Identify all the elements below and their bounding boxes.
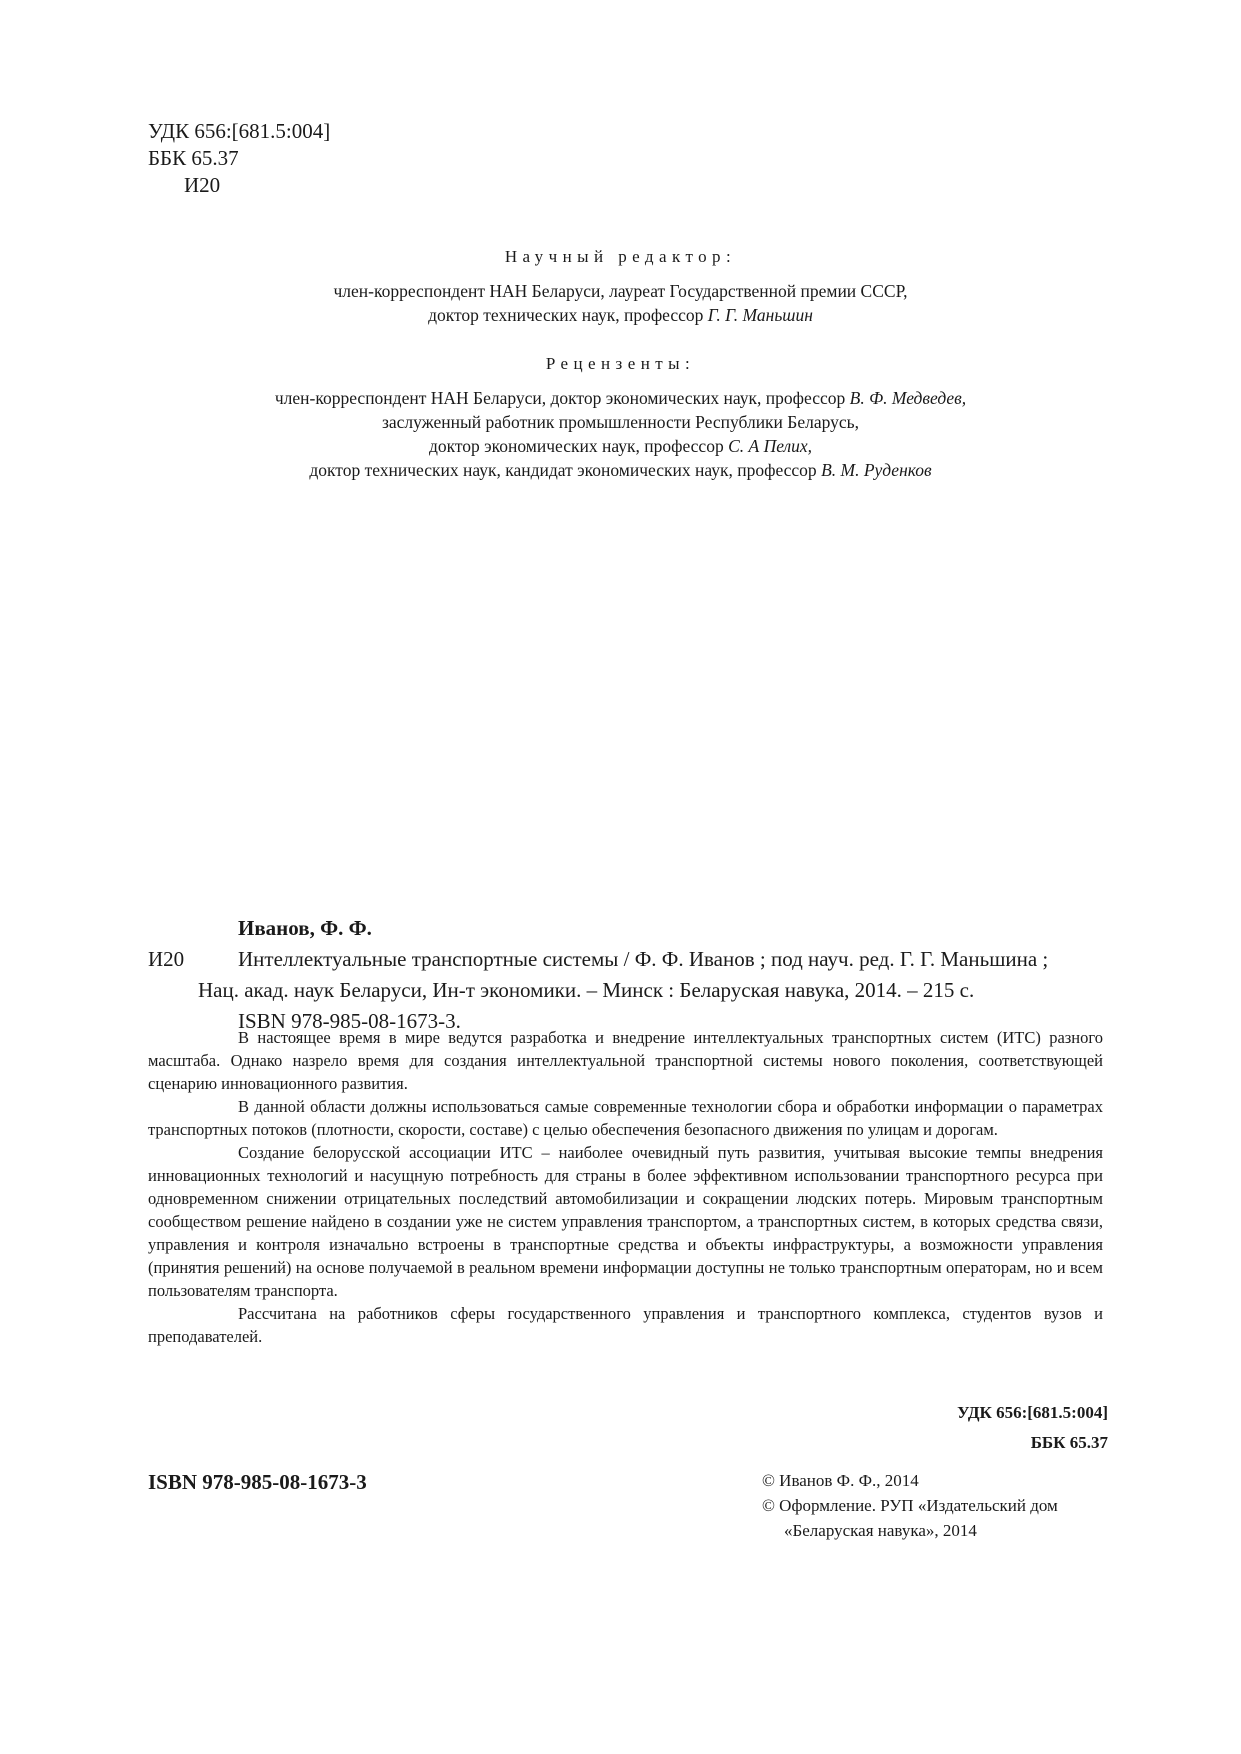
editor-heading: Научный редактор:: [504, 247, 737, 266]
annotation-paragraph-1: В настоящее время в мире ведутся разработка и внедрение интеллектуальных транспортных систем (ИТС) разного масштаба. Однако назрело время для создания интеллектуальной транспортной системы нового поколения, соответствующей сценарию инновационного развития.: [148, 1028, 1103, 1093]
bib-author: Иванов, Ф. Ф.: [238, 916, 372, 940]
reviewer-name-1: В. Ф. Медведев,: [849, 388, 967, 408]
reviewer-line-1-text: член-корреспондент НАН Беларуси, доктор экономических наук, профессор: [274, 388, 850, 408]
annotation-paragraph-4: Рассчитана на работников сферы государственного управления и транспортного комплекса, студентов вузов и преподавателей.: [148, 1304, 1103, 1346]
copyright-line-3: «Беларуская навука», 2014: [784, 1521, 977, 1540]
bib-code: И20: [148, 947, 185, 971]
reviewer-line-1: [150, 386, 1091, 410]
bbk-code: ББК 65.37: [148, 146, 239, 170]
editor-line-2-text: доктор технических наук, профессор: [428, 305, 708, 325]
isbn-number: ISBN 978-985-08-1673-3: [148, 1470, 367, 1494]
reviewer-line-4-text: доктор технических наук, кандидат экономических наук, профессор: [309, 460, 822, 480]
bottom-classification-codes: [957, 1398, 1108, 1458]
bib-line-2: Нац. акад. наук Беларуси, Ин-т экономики. – Минск : Беларуская навука, 2014. – 215 с.: [198, 978, 975, 1002]
bottom-udk-code: УДК 656:[681.5:004]: [957, 1403, 1108, 1422]
reviewer-line-3-text: доктор экономических наук, профессор: [428, 436, 729, 456]
annotation: [148, 1026, 1103, 1348]
reviewer-name-2: С. А Пелих,: [728, 436, 813, 456]
classification-block: [148, 118, 330, 199]
editor-line-2: [150, 303, 1091, 327]
annotation-paragraph-2: В данной области должны использоваться самые современные технологии сбора и обработки информации о параметрах транспортных потоков (плотности, скорости, составе) с целью обеспечения безопасного движения по улицам и дорогам.: [148, 1097, 1103, 1139]
reviewers-heading: Рецензенты:: [545, 354, 696, 373]
bib-isbn: ISBN 978-985-08-1673-3.: [238, 1009, 461, 1033]
editor-name: Г. Г. Маньшин: [707, 305, 813, 325]
bib-row-1: [148, 944, 1108, 975]
reviewer-name-3: В. М. Руденков: [821, 460, 932, 480]
scientific-editor-section: [150, 245, 1091, 327]
bottom-bbk-code: ББК 65.37: [1030, 1433, 1108, 1452]
copyright-line-1: © Иванов Ф. Ф., 2014: [762, 1471, 919, 1490]
editor-line-1: член-корреспондент НАН Беларуси, лауреат Государственной премии СССР,: [333, 281, 908, 301]
reviewers-section: [150, 352, 1091, 482]
copyright-block: [762, 1468, 1058, 1543]
copyright-line-2: © Оформление. РУП «Издательский дом: [762, 1496, 1058, 1515]
reviewer-line-3: [150, 434, 1091, 458]
udk-code: УДК 656:[681.5:004]: [148, 119, 331, 143]
annotation-paragraph-3: Создание белорусской ассоциации ИТС – наиболее очевидный путь развития, учитывая высокие темпы внедрения инновационных технологий и насущную потребность для страны в более эффективном использовании транспортного ресурса при одновременном снижении отрицательных последствий автомобилизации и сокращении людских потерь. Мировым транспортным сообществом решение найдено в создании уже не систем управления транспортом, а транспортных систем, в которых средства связи, управления и контроля изначально встроены в транспортные средства и объекты инфраструктуры, а возможности управления (принятия решений) на основе получаемой в реальном времени информации доступны не только транспортным операторам, но и всем пользователям транспорта.: [148, 1143, 1103, 1300]
bib-line-1: Интеллектуальные транспортные системы / Ф. Ф. Иванов ; под науч. ред. Г. Г. Маньшина ;: [238, 947, 1049, 971]
bibliographic-entry: [148, 913, 1108, 1037]
author-mark: И20: [184, 173, 221, 197]
reviewer-line-2: заслуженный работник промышленности Республики Беларусь,: [381, 412, 860, 432]
reviewer-line-4: [150, 458, 1091, 482]
